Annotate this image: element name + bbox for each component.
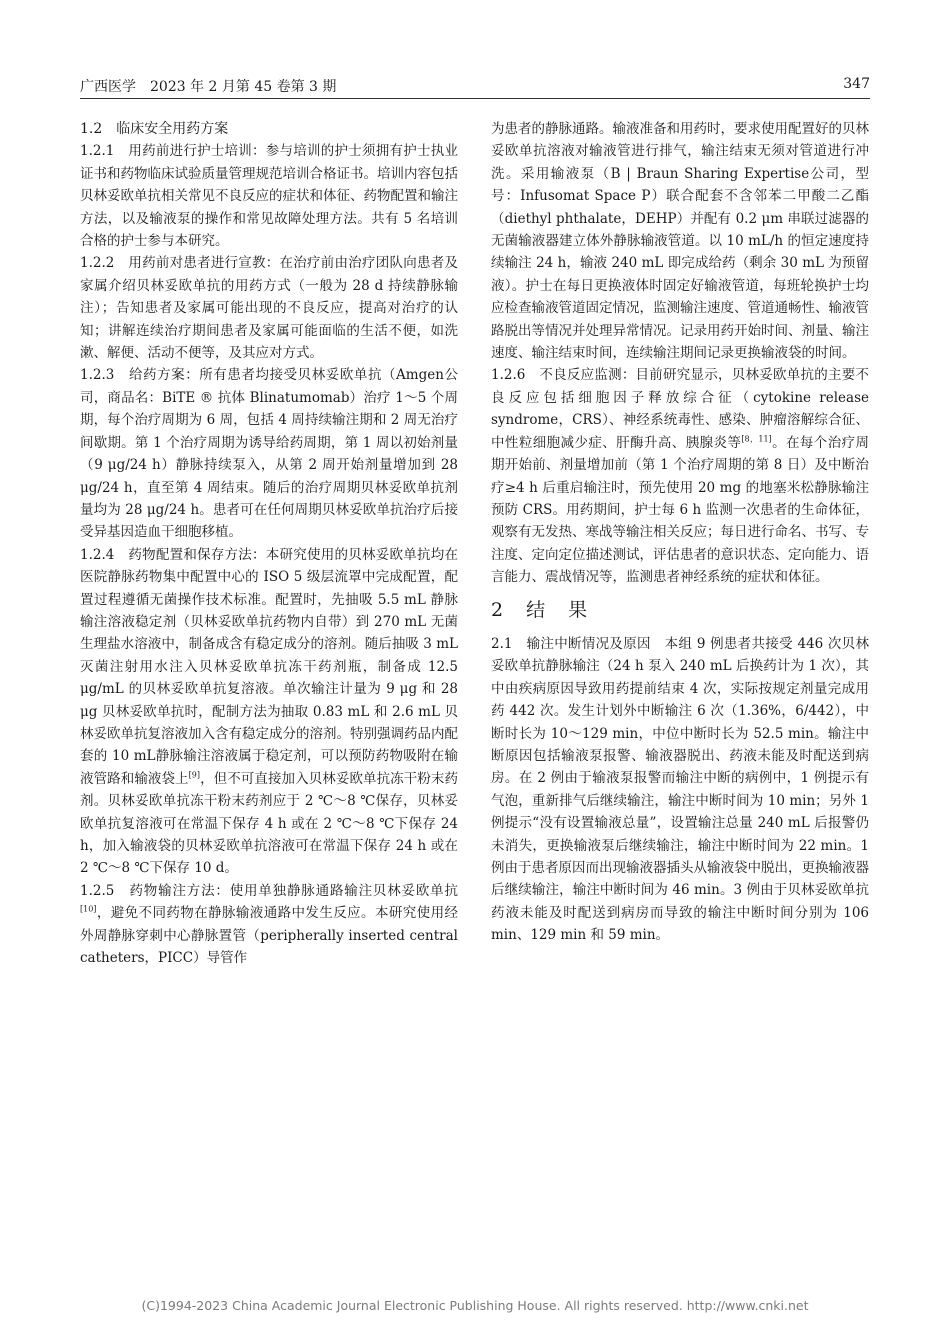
citation-ref-9[interactable]: [9] [188,770,200,780]
citation-ref-8-11[interactable]: [8，11] [741,434,772,444]
paragraph-2-1: 2.1 输注中断情况及原因 本组 9 例患者共接受 446 次贝林妥欧单抗静脉输注（24 h 泵入 240 mL 后换药计为 1 次），其中由疾病原因导致用药提前结束 4 次，实际按规定剂量完成用药 442 次。发生计划外中断输注 6 次（1.36%，6/442），中断时长为 10～129 min，中位中断时长为 52.5 min。输注中断原因包括输液泵报警、输液器脱出、药液未能及时配送到病房。在 2 例由于输液泵报警而输注中断的病例中，1 例提示有气泡，重新排气后继续输注，输注中断时间为 10 min；另外 1 例提示“没有设置输液总量”，设置输注总量 240 mL 后报警仍未消失，更换输液泵后继续输注，输注中断时间为 22 min。1 例由于患者原因而出现输液器插头从输液袋中脱出，更换输液器后继续输注，输注中断时间为 46 min。3 例由于贝林妥欧单抗药液未能及时配送到病房而导致的输注中断时间分别为 106 min、129 min 和 59 min。 [491,635,869,944]
paragraph-1-2-5 [80,880,458,970]
journal-citation: 广西医学 2023 年 2 月第 45 卷第 3 期 [80,79,337,95]
copyright-footer: (C)1994-2023 China Academic Journal Electronic Publishing House. All rights reserved. http://www.cnki.net [141,1298,809,1313]
page-number: 347 [843,76,870,92]
paragraph-1-2-4 [80,544,458,880]
paragraph-1-2-5-continued: 为患者的静脉通路。输液准备和用药时，要求使用配置好的贝林妥欧单抗溶液对输液管进行排气，输注结束无须对管道进行冲洗。采用输液泵（B | Braun Sharing Expertise公司，型号：Infusomat Space P）联合配套不含邻苯二甲酸二乙酯（diethyl phthalate，DEHP）并配有 0.2 μm 串联过滤器的无菌输液器建立体外静脉输液管道。以 10 mL/h 的恒定速度持续输注 24 h，输液 240 mL 即完成给药（剩余 30 mL 为预留液）。护士在每日更换液体时固定好输液管道，每班轮换护士均应检查输液管道固定情况，监测输注速度、管道通畅性、输液管路脱出等情况并处理异常情况。记录用药开始时间、剂量、输注速度、输注结束时间，连续输注期间记录更换输液袋的时间。 [491,121,869,362]
paragraph-1-2-1: 1.2.1 用药前进行护士培训：参与培训的护士须拥有护士执业证书和药物临床试验质量管理规范培训合格证书。培训内容包括贝林妥欧单抗相关常见不良反应的症状和体征、药物配置和输注方法，以及输液泵的操作和常见故障处理方法。共有 5 名培训合格的护士参与本研究。 [80,143,458,250]
header-divider [80,98,870,99]
section-heading-results: 2 结 果 [491,598,590,621]
paragraph-1-2-3: 1.2.3 给药方案：所有患者均接受贝林妥欧单抗（Amgen公司，商品名：BiTE ® 抗体 Blinatumomab）治疗 1～5 个周期，每个治疗周期为 6 周，包括 4 周持续输注期和 2 周无治疗间歇期。第 1 个治疗周期为诱导给药周期，第 1 周以初始剂量（9 μg/24 h）静脉持续泵入，从第 2 周开始剂量增加到 28 μg/24 h，直至第 4 周结束。随后的治疗周期贝林妥欧单抗剂量均为 28 μg/24 h。患者可在任何周期贝林妥欧单抗治疗后接受异基因造血干细胞移植。 [80,367,458,541]
section-heading-1-2: 1.2 临床安全用药方案 [80,121,229,137]
running-header [80,76,870,100]
paragraph-1-2-6 [491,364,869,588]
paragraph-1-2-5-text-a: 1.2.5 药物输注方法：使用单独静脉通路输注贝林妥欧单抗 [80,882,458,899]
left-column [80,118,458,969]
paragraph-1-2-6-text-b: 。在每个治疗周期开始前、剂量增加前（第 1 个治疗周期的第 8 日）及中断治疗≥4 h 后重启输注时，预先使用 20 mg 的地塞米松静脉输注预防 CRS。用药期间，护士每 6 h 监测一次患者的生命体征，观察有无发热、寒战等输注相关反应；每日进行命名、书写、专注度、定向定位描述测试，评估患者的意识状态、定向能力、语言能力、震战情况等，监测患者神经系统的症状和体征。 [491,434,870,586]
paragraph-1-2-5-text-b: ，避免不同药物在静脉输液通路中发生反应。本研究使用经外周静脉穿刺中心静脉置管（peripherally inserted central catheters，PICC）导管作 [80,905,458,967]
citation-ref-10[interactable]: [10] [80,904,97,914]
right-column [491,118,869,947]
paragraph-1-2-4-text-a: 1.2.4 药物配置和保存方法：本研究使用的贝林妥欧单抗均在医院静脉药物集中配置中心的 ISO 5 级层流罩中完成配置，配置过程遵循无菌操作技术标准。配置时，先抽吸 5.5 mL 静脉输注溶液稳定剂（贝林妥欧单抗药物内自带）到 270 mL 无菌生理盐水溶液中，制备成含有稳定成分的溶剂。随后抽吸 3 mL 灭菌注射用水注入贝林妥欧单抗冻干药剂瓶，制备成 12.5 μg/mL 的贝林妥欧单抗复溶液。单次输注计量为 9 μg 和 28 μg 贝林妥欧单抗时，配制方法为抽取 0.83 mL 和 2.6 mL 贝林妥欧单抗复溶液加入含有稳定成分的溶剂。特别强调药品内配套的 10 mL静脉输注溶液属于稳定剂，可以预防药物吸附在输液管路和输液袋上 [80,546,458,787]
paragraph-1-2-6-text-a: 1.2.6 不良反应监测：目前研究显示，贝林妥欧单抗的主要不良反应包括细胞因子释放综合征（cytokine release syndrome，CRS）、神经系统毒性、感染、肿瘤溶解综合征、中性粒细胞减少症、肝酶升高、胰腺炎等 [491,367,869,451]
paragraph-1-2-4-text-b: ，但不可直接加入贝林妥欧单抗冻干粉末药剂。贝林妥欧单抗冻干粉末药剂应于 2 ℃～8 ℃保存，贝林妥欧单抗复溶液可在常温下保存 4 h 或在 2 ℃～8 ℃下保存 24 h，加入输液袋的贝林妥欧单抗溶液可在常温下保存 24 h 或在 2 ℃～8 ℃下保存 10 d。 [80,770,459,877]
paragraph-1-2-2: 1.2.2 用药前对患者进行宣教：在治疗前由治疗团队向患者及家属介绍贝林妥欧单抗的用药方式（一般为 28 d 持续静脉输注）；告知患者及家属可能出现的不良反应，提高对治疗的认知；讲解连续治疗期间患者及家属可能面临的生活不便，如洗漱、解便、活动不便等，及其应对方式。 [80,255,458,362]
